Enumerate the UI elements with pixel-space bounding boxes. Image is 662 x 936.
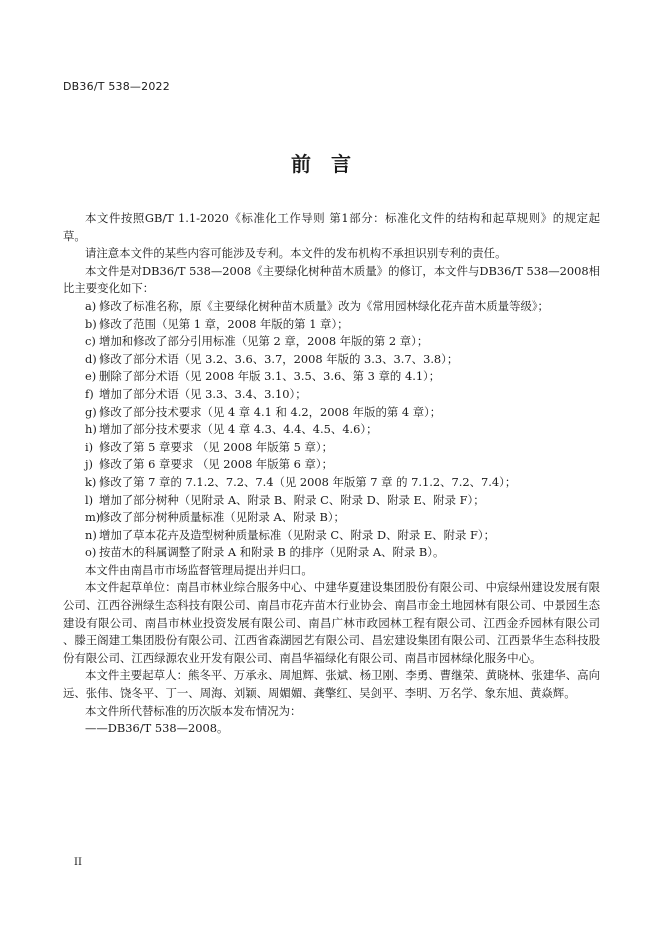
paragraph-proposer: 本文件由南昌市市场监督管理局提出并归口。 [85, 562, 313, 577]
list-item-text: 修改了第 6 章要求 （见 2008 年版第 6 章）； [99, 457, 333, 472]
foreword-body [63, 210, 600, 738]
list-marker: i) [85, 439, 94, 454]
page-number: II [74, 857, 82, 868]
list-marker: e) [85, 369, 97, 384]
list-marker: c) [85, 334, 96, 349]
list-item-text: 按苗木的科属调整了附录 A 和附录 B 的排序（见附录 A、附录 B）。 [99, 545, 445, 560]
list-item-text: 增加了部分技术要求（见 4 章 4.3、4.4、4.5、4.6）； [99, 422, 378, 437]
paragraph-drafters: 本文件主要起草人：熊冬平、万承永、周旭辉、张斌、杨卫刚、李勇、曹继荣、黄晓林、张建华、高向远、张伟、饶冬平、丁一、周海、刘颖、周媚媚、龚擎红、吴剑平、李明、万名学、象东旭、黄焱辉。 [63, 668, 600, 701]
paragraph-drafting-rules: 本文件按照GB/T 1.1-2020《标准化工作导则 第1部分：标准化文件的结构和起草规则》的规定起草。 [63, 211, 600, 243]
list-marker: b) [85, 316, 97, 331]
changes-list [63, 298, 600, 562]
list-item [63, 351, 600, 369]
list-marker: h) [85, 422, 97, 437]
list-item [63, 492, 600, 510]
list-item-text: 修改了部分技术要求（见 4 章 4.1 和 4.2，2008 年版的第 4 章）； [99, 404, 442, 419]
paragraph-patent-notice: 请注意本文件的某些内容可能涉及专利。本文件的发布机构不承担识别专利的责任。 [85, 246, 507, 261]
paragraph-history-version: ——DB36/T 538—2008。 [85, 721, 229, 736]
list-marker: k) [85, 474, 97, 489]
list-item [63, 316, 600, 334]
list-item-text: 修改了部分树种质量标准（见附录 A、附录 B）； [99, 510, 345, 525]
list-marker: d) [85, 351, 97, 366]
list-marker: a) [85, 298, 97, 313]
list-item [63, 404, 600, 422]
list-item-text: 增加了部分树种（见附录 A、附录 B、附录 C、附录 D、附录 E、附录 F）； [99, 492, 485, 507]
list-item [63, 509, 600, 527]
list-item-text: 修改了第 5 章要求 （见 2008 年版第 5 章）； [99, 439, 333, 454]
list-item [63, 386, 600, 404]
list-item [63, 527, 600, 545]
list-item-text: 修改了标准名称，原《主要绿化树种苗木质量》改为《常用园林绿化花卉苗木质量等级》； [99, 298, 549, 313]
list-marker: o) [85, 545, 97, 560]
page-title: 前言 [291, 152, 371, 176]
list-item [63, 368, 600, 386]
list-item-text: 修改了第 7 章的 7.1.2、7.2、7.4（见 2008 年版第 7 章 的 7.1.2、7.2、7.4）； [99, 474, 517, 489]
list-item-text: 增加和修改了部分引用标准（见第 2 章，2008 年版的第 2 章）； [99, 334, 429, 349]
list-item-text: 删除了部分术语（见 2008 年版 3.1、3.5、3.6、第 3 章的 4.1）； [99, 369, 441, 384]
paragraph-drafting-units: 本文件起草单位：南昌市林业综合服务中心、中建华夏建设集团股份有限公司、中宸绿州建设发展有限公司、江西谷洲绿生态科技有限公司、南昌市花卉苗木行业协会、南昌市金土地园林有限公司、中景园生态建设有限公司、南昌市林业投资发展有限公司、南昌广林市政园林工程有限公司、江西金乔园林有限公司 、滕王阁建工集团股份有限公司、江西省森湖园艺有限公司、昌宏建设集团有限公司、江西景华生态科技股份有限公司、江西绿源农业开发有限公司、南昌华福绿化有限公司、南昌市园林绿化服务中心。 [63, 580, 600, 665]
list-item-text: 修改了范围（见第 1 章，2008 年版的第 1 章）； [99, 316, 349, 331]
list-item-text: 增加了部分术语（见 3.3、3.4、3.10）； [99, 386, 307, 401]
document-code: DB36/T 538—2022 [63, 80, 170, 93]
list-item [63, 298, 600, 316]
list-marker: n) [85, 527, 97, 542]
list-item [63, 439, 600, 457]
paragraph-revision-intro: 本文件是对DB36/T 538—2008《主要绿化树种苗木质量》的修订，本文件与DB36/T 538—2008相比主要变化如下： [63, 263, 600, 296]
list-item [63, 333, 600, 351]
paragraph-history-intro: 本文件所代替标准的历次版本发布情况为： [85, 703, 302, 718]
list-item [63, 544, 600, 562]
list-marker: l) [85, 492, 94, 507]
list-item-text: 增加了草本花卉及造型树种质量标准（见附录 C、附录 D、附录 E、附录 F）； [99, 527, 495, 542]
list-item [63, 474, 600, 492]
list-item-text: 修改了部分术语（见 3.2、3.6、3.7，2008 年版的 3.3、3.7、3.8）； [99, 351, 459, 366]
list-marker: f) [85, 386, 94, 401]
list-marker: j) [85, 457, 93, 472]
list-item [63, 421, 600, 439]
list-item [63, 456, 600, 474]
list-marker: g) [85, 404, 97, 419]
list-marker: m) [85, 510, 101, 525]
